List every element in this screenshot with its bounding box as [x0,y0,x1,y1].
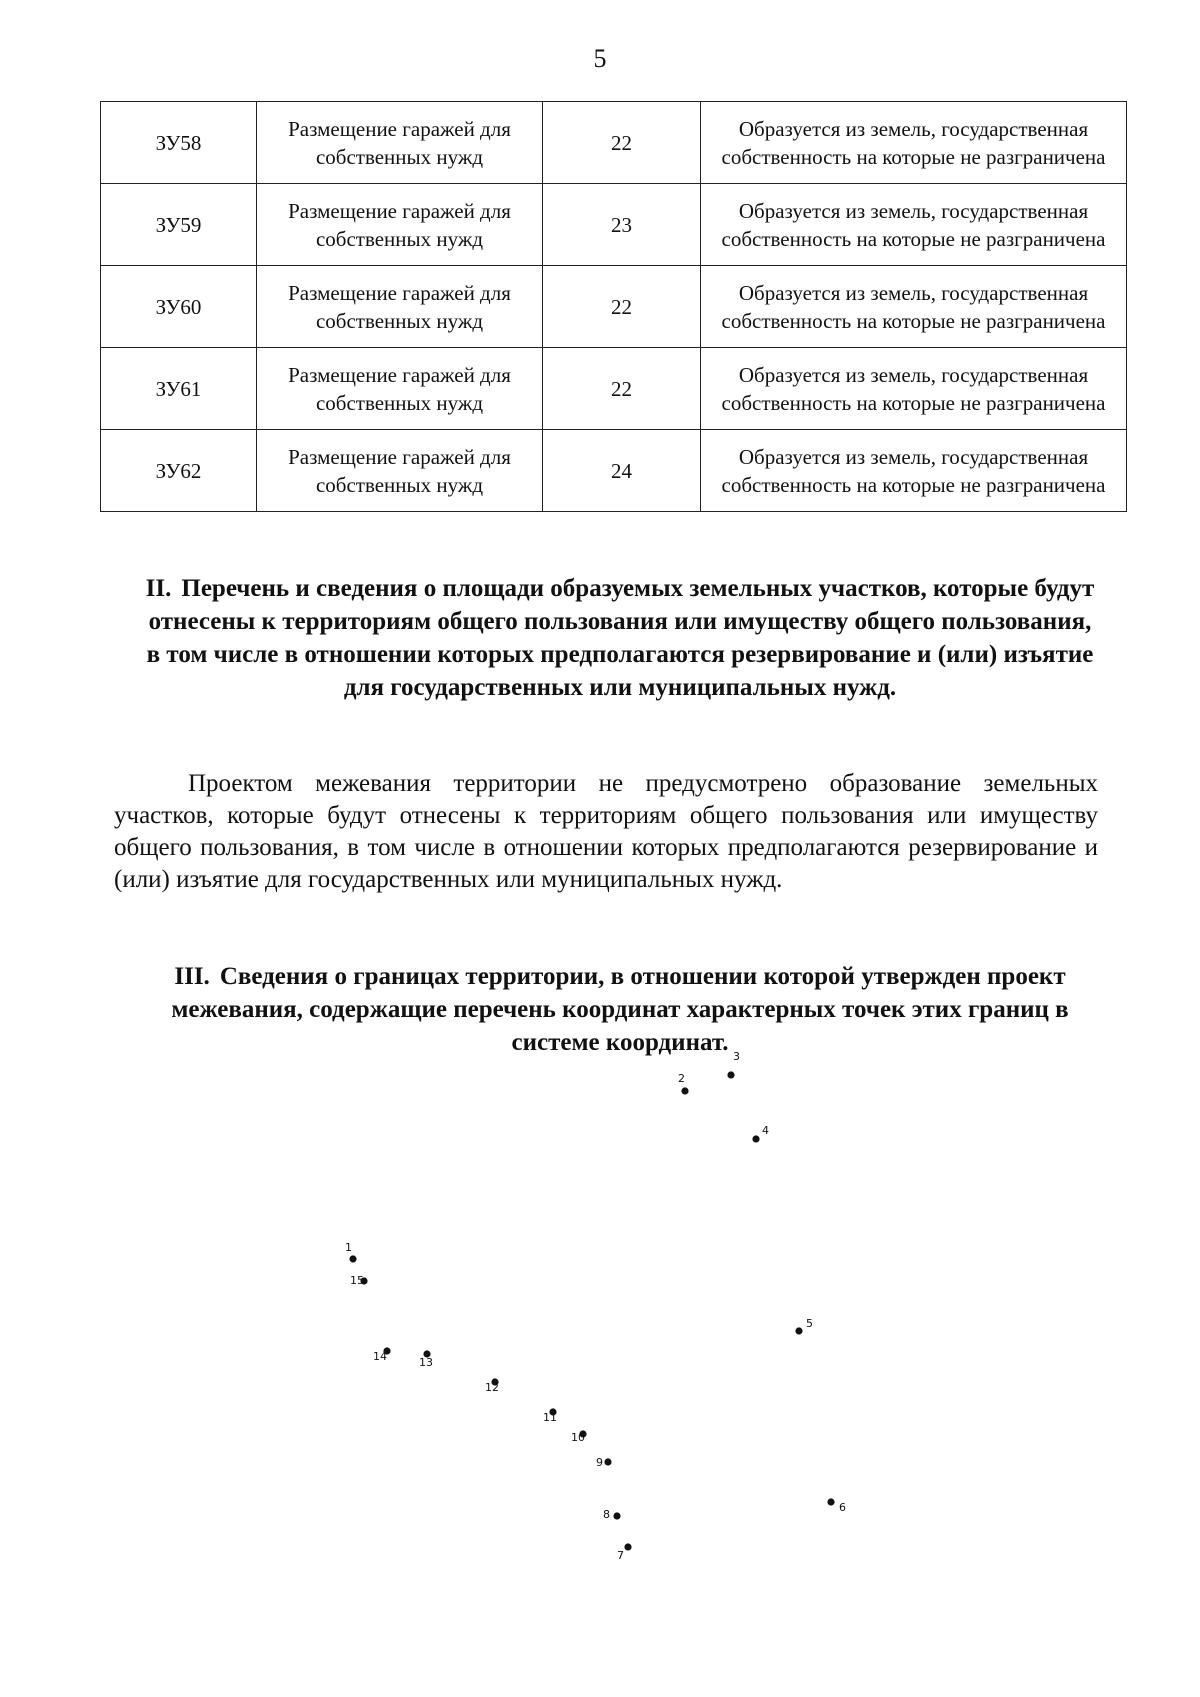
boundary-point-marker [752,1135,759,1142]
boundary-point-label: 3 [733,1050,740,1063]
plot-area-cell: 22 [543,348,701,430]
plot-use-cell: Размещение гаражей для собственных нужд [257,266,543,348]
section-2-paragraph: Проектом межевания территории не предусмотрено образование земельных участков, которые будут отнесены к территориям общего пользования или имуществу общего пользования, в том числе в отношении которых предполагаются резервирование и (или) изъятие для государственных или муниципальных нужд. [114,770,1098,893]
boundary-point-marker [604,1458,611,1465]
boundary-point-marker [681,1087,688,1094]
plot-area-cell: 22 [543,102,701,184]
plot-source-cell: Образуется из земель, государственная собственность на которые не разграничена [701,184,1127,266]
plot-id-cell: ЗУ59 [101,184,257,266]
boundary-point-label: 5 [806,1317,813,1330]
plot-area-cell: 23 [543,184,701,266]
boundary-point-label: 9 [596,1456,603,1469]
boundary-point-label: 6 [839,1501,846,1514]
boundary-point-marker [827,1498,834,1505]
plot-area-cell: 22 [543,266,701,348]
boundary-point-label: 12 [485,1381,499,1394]
boundary-point-label: 8 [603,1508,610,1521]
boundary-point-label: 2 [678,1072,685,1085]
boundary-point-marker [624,1543,631,1550]
plot-source-cell: Образуется из земель, государственная собственность на которые не разграничена [701,102,1127,184]
plot-id-cell: ЗУ60 [101,266,257,348]
boundary-point-label: 4 [762,1124,769,1137]
section-2-title: Перечень и сведения о площади образуемых земельных участков, которые будут отнесены к территориям общего пользования или имуществу общего пользования, в том числе в отношении которых предполагаются резервирование и (или) изъятие для государственных или муниципальных нужд. [146,575,1095,701]
plot-area-cell: 24 [543,430,701,512]
boundary-point-label: 13 [419,1356,433,1369]
section-3-number: III. [174,963,210,990]
boundary-point-marker [795,1327,802,1334]
boundary-point-label: 10 [571,1431,585,1444]
plot-use-cell: Размещение гаражей для собственных нужд [257,184,543,266]
boundary-point-label: 11 [543,1411,557,1424]
plot-id-cell: ЗУ58 [101,102,257,184]
boundary-point-marker [349,1255,356,1262]
boundary-point-label: 14 [373,1350,387,1363]
plot-id-cell: ЗУ62 [101,430,257,512]
boundary-point-marker [727,1071,734,1078]
boundary-point-label: 15 [350,1274,364,1287]
plot-use-cell: Размещение гаражей для собственных нужд [257,348,543,430]
boundary-point-marker [613,1512,620,1519]
plot-use-cell: Размещение гаражей для собственных нужд [257,430,543,512]
page-number: 5 [593,44,607,73]
section-3-title: Сведения о границах территории, в отношении которой утвержден проект межевания, содержащие перечень координат характерных точек этих границ в системе координат. [171,963,1069,1056]
plot-source-cell: Образуется из земель, государственная собственность на которые не разграничена [701,430,1127,512]
plot-source-cell: Образуется из земель, государственная собственность на которые не разграничена [701,348,1127,430]
section-2-number: II. [145,575,172,602]
boundary-point-label: 7 [617,1549,624,1562]
plot-id-cell: ЗУ61 [101,348,257,430]
plot-source-cell: Образуется из земель, государственная собственность на которые не разграничена [701,266,1127,348]
plot-use-cell: Размещение гаражей для собственных нужд [257,102,543,184]
boundary-point-label: 1 [345,1241,352,1254]
